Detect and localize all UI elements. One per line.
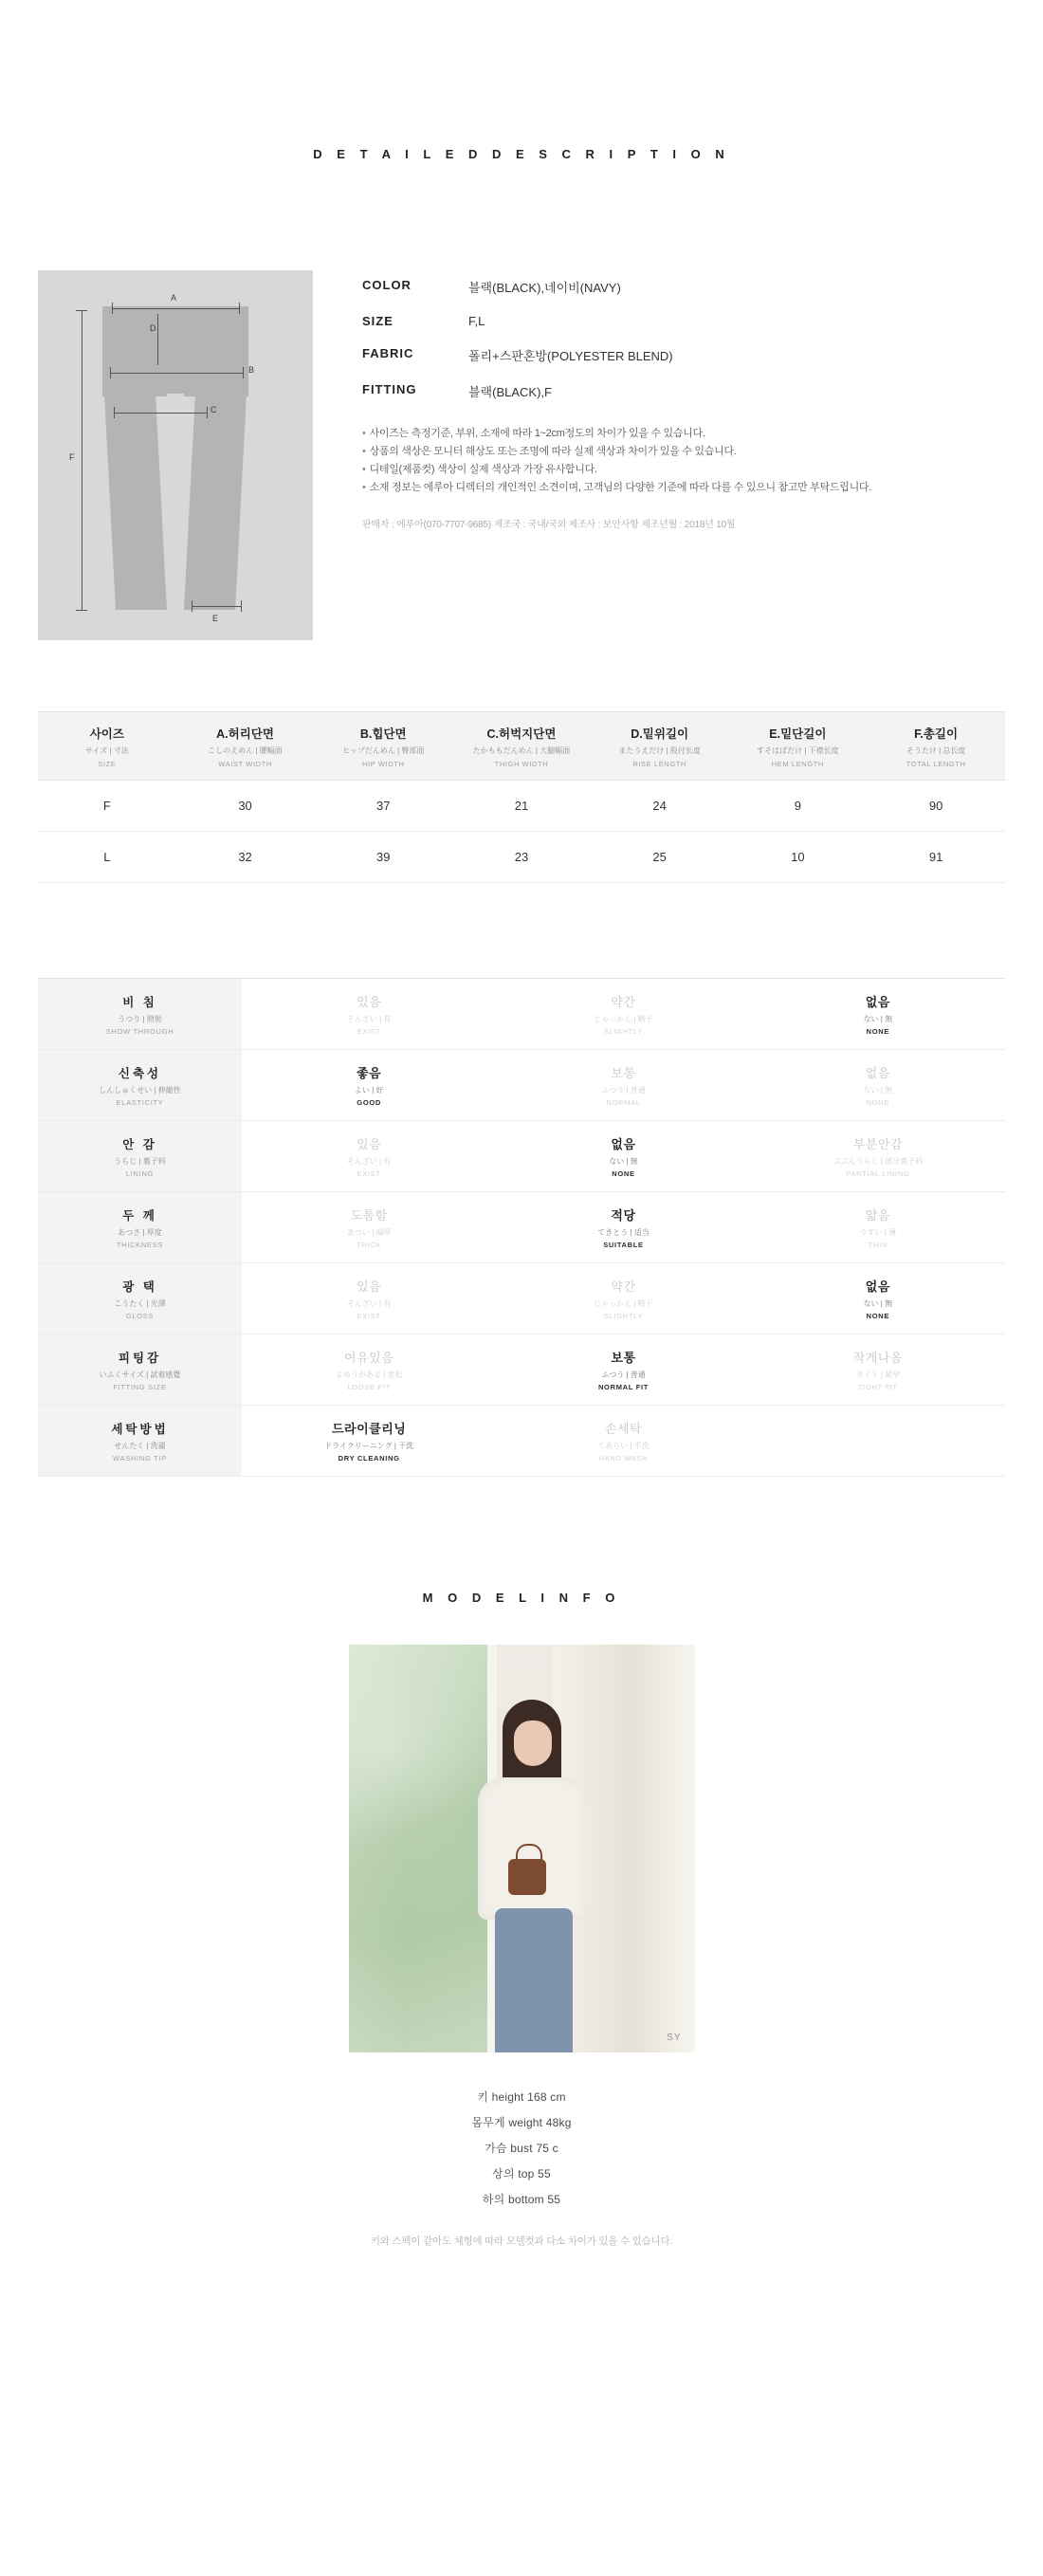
attr-label-kr: 비 침 — [122, 995, 157, 1009]
spec-value: 폴리+스판혼방(POLYESTER BLEND) — [468, 349, 673, 363]
attr-option-selected: 적당 てきとう | 适当 SUITABLE — [597, 1208, 650, 1249]
attr-option-selected: 없음 ない | 無 NONE — [863, 995, 893, 1036]
attr-label-jp: せんたく | 洗濯 — [114, 1441, 166, 1450]
dim-label-d: D — [150, 323, 156, 333]
col-jp: ヒップだんめん | 臀部面 — [342, 746, 425, 755]
size-col-thigh — [452, 712, 591, 781]
size-table-header-row — [38, 712, 1005, 781]
attr-label — [38, 1050, 242, 1121]
col-kr: E.밑단길이 — [769, 727, 827, 741]
bullet-icon: • — [362, 446, 366, 457]
attr-option: 있음 そんざい | 有 EXIST — [346, 995, 392, 1036]
attr-option: 약간 じゃっかん | 略干 SLIGHTLY — [594, 1279, 653, 1320]
detailed-description-title: D E T A I L E D D E S C R I P T I O N — [313, 147, 730, 161]
col-kr: 사이즈 — [89, 727, 124, 741]
attr-label — [38, 979, 242, 1050]
col-jp: こしのえめん | 腰幅面 — [208, 746, 283, 755]
attr-option-selected: 없음 ない | 無 NONE — [609, 1137, 638, 1178]
spec-key: COLOR — [362, 278, 412, 292]
col-jp: すそはばだけ | 下襟长度 — [757, 746, 839, 755]
col-en: TOTAL LENGTH — [906, 760, 966, 768]
cell: F — [38, 781, 176, 832]
model-spec-bottom: 하의 bottom 55 — [482, 2193, 561, 2206]
cell: 90 — [867, 781, 1005, 832]
attr-label — [38, 1334, 242, 1406]
dim-label-f: F — [69, 452, 75, 462]
spec-value: F,L — [468, 314, 485, 328]
attr-label-jp: しんしゅくせい | 伸縮性 — [99, 1085, 181, 1095]
dim-label-a: A — [171, 293, 177, 303]
model-spec-top: 상의 top 55 — [492, 2167, 551, 2180]
model-figure — [461, 1700, 603, 2052]
model-spec-height: 키 height 168 cm — [477, 2090, 566, 2104]
size-col-rise — [591, 712, 729, 781]
legging-schematic — [102, 306, 248, 610]
size-col-total — [867, 712, 1005, 781]
size-col-hem — [729, 712, 868, 781]
model-face — [514, 1720, 552, 1766]
attr-label-jp: あつさ | 厚度 — [118, 1227, 162, 1237]
cell: 23 — [452, 832, 591, 883]
attr-option: 얇음 うすい | 薄 THIN — [859, 1208, 897, 1249]
attr-option-selected: 좋음 よい | 好 GOOD — [354, 1066, 384, 1107]
col-kr: A.허리단면 — [216, 727, 274, 741]
dim-label-b: B — [248, 365, 255, 375]
attr-option: 도톰함 あつい | 偏厚 THICK — [346, 1208, 392, 1249]
attr-label-en: FITTING SIZE — [113, 1382, 167, 1391]
col-jp: またうえだけ | 股付长度 — [618, 746, 701, 755]
col-kr: D.밑위길이 — [631, 727, 689, 741]
cell: 24 — [591, 781, 729, 832]
table-row — [38, 781, 1005, 832]
dim-label-c: C — [210, 405, 217, 414]
spec-key: FITTING — [362, 382, 417, 396]
model-spec-bust: 가슴 bust 75 c — [485, 2142, 558, 2155]
spec-row-size — [362, 314, 1005, 328]
col-kr: B.힙단면 — [359, 727, 407, 741]
model-info-title: M O D E L I N F O — [422, 1591, 621, 1605]
cell: 25 — [591, 832, 729, 883]
attr-row-gloss — [38, 1263, 1005, 1334]
attr-row-elasticity — [38, 1050, 1005, 1121]
attr-label-en: GLOSS — [125, 1311, 155, 1320]
attr-row-show-through — [38, 979, 1005, 1050]
cell: 39 — [314, 832, 452, 883]
attr-option: 약간 じゃっかん | 略干 SLIGHTLY — [594, 995, 653, 1036]
col-en: THIGH WIDTH — [494, 760, 549, 768]
attr-label-kr: 두 께 — [122, 1208, 157, 1223]
attr-option: 여유있음 よゆうがある | 宽松 LOOSE FIT — [335, 1351, 403, 1391]
attr-label-kr: 광 택 — [122, 1279, 157, 1294]
size-col-hip — [314, 712, 452, 781]
size-col-waist — [176, 712, 315, 781]
attr-option: 부분안감 ぶぶんうらじ | 部分裏子料 PARTIAL LINING — [833, 1137, 924, 1178]
size-col-size — [38, 712, 176, 781]
cell: 21 — [452, 781, 591, 832]
col-en: RISE LENGTH — [632, 760, 686, 768]
attr-label-jp: うらじ | 裏子料 — [114, 1156, 166, 1166]
attr-label-en: THICKNESS — [116, 1240, 164, 1249]
bullet-icon: • — [362, 428, 366, 439]
note-text: 디테일(제품컷) 색상이 실제 색상과 가장 유사합니다. — [369, 464, 597, 475]
attr-label-en: LINING — [125, 1168, 155, 1178]
spec-value: 블랙(BLACK),네이비(NAVY) — [468, 281, 621, 295]
note-item — [362, 443, 1005, 461]
attr-option-selected: 없음 ない | 無 NONE — [863, 1279, 893, 1320]
spec-list — [362, 270, 1005, 530]
attr-label-jp: うつり | 照射 — [118, 1014, 162, 1023]
attr-label — [38, 1406, 242, 1477]
attr-option-selected: 드라이클리닝 ドライクリーニング | 干洗 DRY CLEANING — [324, 1422, 414, 1463]
attr-row-thickness — [38, 1192, 1005, 1263]
cell: 37 — [314, 781, 452, 832]
spec-key: FABRIC — [362, 346, 414, 360]
cell: 10 — [729, 832, 868, 883]
attr-option: 있음 そんざい | 有 EXIST — [346, 1279, 392, 1320]
cell: 9 — [729, 781, 868, 832]
col-en: HEM LENGTH — [771, 760, 824, 768]
col-en: SIZE — [98, 760, 117, 768]
col-en: WAIST WIDTH — [218, 760, 272, 768]
dim-label-e: E — [212, 614, 219, 623]
cell: 32 — [176, 832, 315, 883]
attr-label-en: ELASTICITY — [116, 1097, 164, 1107]
model-photo — [349, 1645, 695, 2052]
col-en: HIP WIDTH — [362, 760, 405, 768]
attr-option-selected: 보통 ふつう | 普通 NORMAL FIT — [597, 1351, 650, 1391]
attr-row-lining — [38, 1121, 1005, 1192]
notes-list — [362, 425, 1005, 497]
attr-option: 보통 ふつう | 普通 NORMAL — [601, 1066, 646, 1107]
model-bottom-garment — [495, 1908, 573, 2052]
model-spec-weight: 몸무게 weight 48kg — [471, 2116, 572, 2129]
size-table — [38, 711, 1005, 883]
attr-row-washing-tip — [38, 1406, 1005, 1477]
model-spec-list — [38, 2085, 1005, 2213]
note-item — [362, 425, 1005, 443]
cell: 91 — [867, 832, 1005, 883]
col-kr: F.총길이 — [914, 727, 959, 741]
photo-watermark: SY — [667, 2033, 682, 2043]
attr-option: 손세탁 てあらい | 手洗 HAND WASH — [597, 1422, 650, 1463]
attr-label-en: SHOW THROUGH — [105, 1026, 174, 1036]
attr-row-fitting-size — [38, 1334, 1005, 1406]
attr-option: 없음 ない | 無 NONE — [863, 1066, 893, 1107]
note-item — [362, 461, 1005, 479]
attr-label-kr: 신축성 — [118, 1066, 162, 1080]
attr-label — [38, 1192, 242, 1263]
col-kr: C.허벅지단면 — [486, 727, 557, 741]
spec-row-fitting — [362, 382, 1005, 400]
seller-info: 판매자 : 에루아(070-7707-9685) 제조국 : 국내/국외 제조사 : 보안사항 제조년월 : 2018년 10월 — [362, 520, 736, 530]
cell: L — [38, 832, 176, 883]
table-row — [38, 832, 1005, 883]
note-text: 상품의 색상은 모니터 해상도 또는 조명에 따라 실제 색상과 차이가 있을 수 있습니다. — [369, 446, 737, 457]
col-jp: たかももだんめん | 大腿幅面 — [472, 746, 571, 755]
spec-row-color — [362, 278, 1005, 296]
model-info-footnote: 키와 스펙이 같아도 체형에 따라 모델컷과 다소 차이가 있을 수 있습니다. — [370, 2236, 673, 2247]
attr-label-jp: いふくサイズ | 試着感覺 — [99, 1370, 181, 1379]
attr-label-jp: こうたく | 光澤 — [114, 1298, 166, 1308]
col-jp: サイズ | 寸法 — [84, 746, 129, 755]
note-item — [362, 479, 1005, 497]
cell: 30 — [176, 781, 315, 832]
model-handbag — [508, 1859, 546, 1895]
spec-key: SIZE — [362, 314, 393, 328]
top-info-block — [38, 270, 1005, 640]
attribute-table — [38, 978, 1005, 1477]
attr-label-kr: 피팅감 — [118, 1351, 162, 1365]
attr-label — [38, 1263, 242, 1334]
attr-label-en: WASHING TIP — [113, 1453, 167, 1463]
attr-option-empty — [751, 1406, 1005, 1477]
attr-option: 작게나옴 タイト | 紧窄 TIGHT FIT — [852, 1351, 903, 1391]
attr-label — [38, 1121, 242, 1192]
attr-option: 있음 そんざい | 有 EXIST — [346, 1137, 392, 1178]
note-text: 소재 정보는 에루아 디렉터의 개인적인 소견이며, 고객님의 다양한 기준에 따라 다를 수 있으니 참고만 부탁드립니다. — [369, 482, 871, 493]
spec-row-fabric — [362, 346, 1005, 364]
spec-value: 블랙(BLACK),F — [468, 385, 552, 399]
sizing-diagram-image — [38, 270, 313, 640]
attr-label-kr: 세탁방법 — [111, 1422, 169, 1436]
attr-label-kr: 안 감 — [122, 1137, 157, 1151]
bullet-icon: • — [362, 482, 366, 493]
bullet-icon: • — [362, 464, 366, 475]
col-jp: そうたけ | 总长度 — [906, 746, 966, 755]
note-text: 사이즈는 측정기준, 부위, 소재에 따라 1~2cm정도의 차이가 있을 수 있습니다. — [369, 428, 705, 439]
